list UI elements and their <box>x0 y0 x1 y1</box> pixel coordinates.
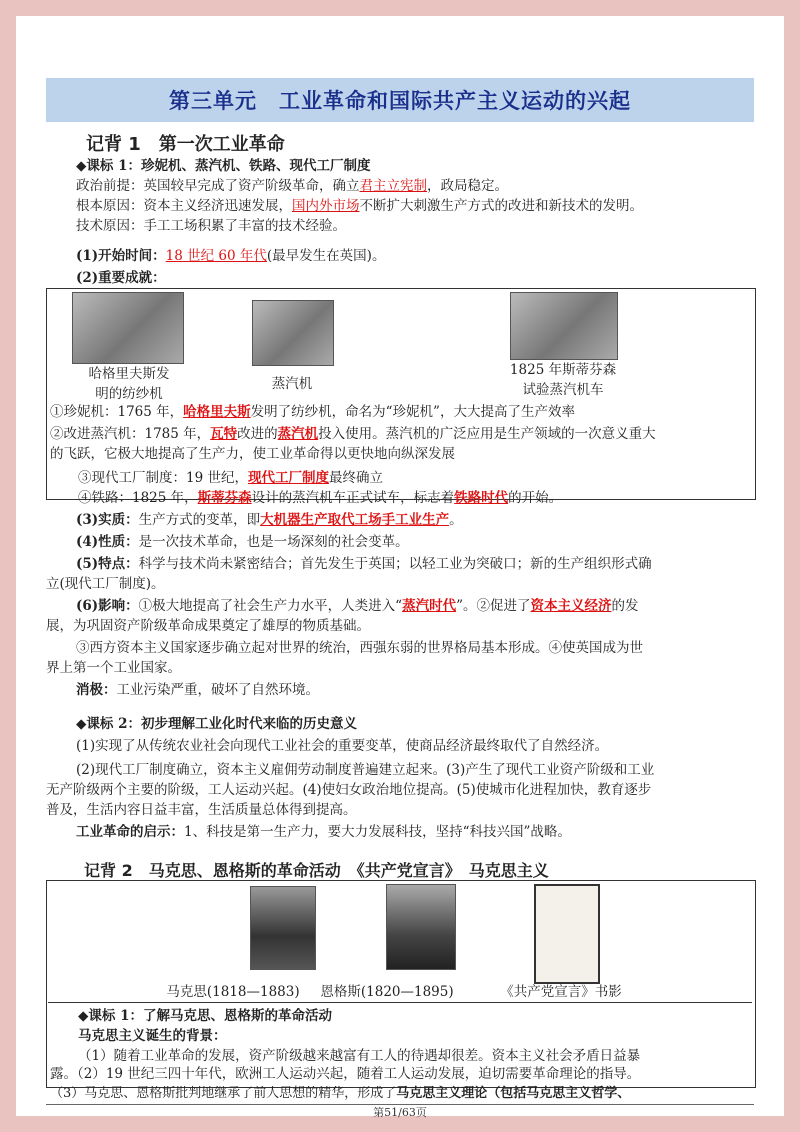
caption-marx: 马克思(1818—1883) <box>166 984 300 1000</box>
background-2: 露。（2）19 世纪三四十年代，欧洲工人运动兴起，随着工人运动发展，迫切需要革命理论的指导。 <box>50 1066 641 1082</box>
caption-manifesto: 《共产党宣言》书影 <box>500 984 622 1000</box>
achievements-label: (2)重要成就： <box>76 270 166 286</box>
highlight-constitutional-monarchy: 君主立宪制 <box>359 178 427 194</box>
spinning-jenny-image <box>72 292 184 364</box>
box-divider <box>48 1002 752 1003</box>
root-cause: 根本原因：资本主义经济迅速发展，国内外市场不断扩大刺激生产方式的改进和新技术的发明。 <box>76 198 643 214</box>
essence: (3)实质：生产方式的变革，即大机器生产取代工场手工业生产。 <box>76 512 463 528</box>
achievement-factory: ③现代工厂制度：19 世纪，现代工厂制度最终确立 <box>78 470 383 486</box>
section1-heading: 记背 1 第一次工业革命 <box>86 134 285 155</box>
political-premise: 政治前提：英国较早完成了资产阶级革命，确立君主立宪制，政局稳定。 <box>76 178 508 194</box>
highlight-market: 国内外市场 <box>292 198 360 214</box>
insight: 工业革命的启示：1、科技是第一生产力，要大力发展科技，坚持“科技兴国”战略。 <box>76 824 571 840</box>
engels-portrait-image <box>386 884 456 970</box>
achievement-jenny: ①珍妮机：1765 年，哈格里夫斯发明了纺纱机，命名为“珍妮机”，大大提高了生产效率 <box>50 404 575 420</box>
caption-locomotive: 1825 年斯蒂芬森 试验蒸汽机车 <box>509 362 617 398</box>
start-time: (1)开始时间：18 世纪 60 年代(最早发生在英国)。 <box>76 248 386 264</box>
achievement-railway: ④铁路：1825 年，斯蒂芬森设计的蒸汽机车正式试车，标志着铁路时代的开始。 <box>78 490 563 506</box>
steam-engine-image <box>252 300 334 366</box>
features-line2: 立(现代工厂制度)。 <box>46 576 165 592</box>
background-label: 马克思主义诞生的背景： <box>78 1028 227 1044</box>
meaning-2: (2)现代工厂制度确立，资本主义雇佣劳动制度普遍建立起来。(3)产生了现代工业资产阶级和工业 <box>76 762 655 778</box>
achievement-steam-line2: 的飞跃，它极大地提高了生产力，使工业革命得以更快地向纵深发展 <box>50 446 455 462</box>
standard2-heading: ◆课标 2：初步理解工业化时代来临的历史意义 <box>76 716 357 732</box>
standard1-heading: ◆课标 1：珍妮机、蒸汽机、铁路、现代工厂制度 <box>76 158 371 174</box>
section2-heading: 记背 2 马克思、恩格斯的革命活动 《共产党宣言》 马克思主义 <box>84 861 549 880</box>
tech-cause: 技术原因：手工工场积累了丰富的技术经验。 <box>76 218 346 234</box>
features: (5)特点：科学与技术尚未紧密结合；首先发生于英国；以轻工业为突破口；新的生产组织形式确 <box>76 556 652 572</box>
influence: (6)影响：①极大地提高了社会生产力水平，人类进入“蒸汽时代”。②促进了资本主义经济的发 <box>76 598 639 614</box>
nature: (4)性质：是一次技术革命，也是一场深刻的社会变革。 <box>76 534 409 550</box>
negative-effect: 消极：工业污染严重，破坏了自然环境。 <box>76 682 319 698</box>
influence-line4: 界上第一个工业国家。 <box>46 660 181 676</box>
page-footer: 第51/63页 <box>373 1106 427 1119</box>
background-3: （3）马克思、恩格斯批判地继承了前人思想的精华，形成了马克思主义理论（包括马克思主义哲学、 <box>50 1086 631 1101</box>
influence-line3: ③西方资本主义国家逐步确立起对世界的统治，西强东弱的世界格局基本形成。④使英国成为世 <box>76 640 643 656</box>
marx-portrait-image <box>250 886 316 970</box>
achievement-steam: ②改进蒸汽机：1785 年，瓦特改进的蒸汽机投入使用。蒸汽机的广泛应用是生产领域的一次意义重大 <box>50 426 656 442</box>
unit-title: 第三单元 工业革命和国际共产主义运动的兴起 <box>46 78 754 122</box>
document-page <box>16 16 784 1119</box>
meaning-3: 无产阶级两个主要的阶级，工人运动兴起。(4)使妇女政治地位提高。(5)使城市化进程加快，教育逐步 <box>46 782 652 798</box>
caption-engels: 恩格斯(1820—1895) <box>320 984 454 1000</box>
influence-line2: 展，为巩固资产阶级革命成果奠定了雄厚的物质基础。 <box>46 618 370 634</box>
caption-steam-engine: 蒸汽机 <box>271 376 313 392</box>
locomotive-image <box>510 292 618 360</box>
caption-jenny: 哈格里夫斯发 明的纺纱机 <box>88 366 170 402</box>
background-1: （1）随着工业革命的发展，资产阶级越来越富有工人的待遇却很差。资本主义社会矛盾日益暴 <box>78 1048 641 1064</box>
meaning-4: 普及，生活内容日益丰富，生活质量总体得到提高。 <box>46 802 357 818</box>
section2-standard1: ◆课标 1：了解马克思、恩格斯的革命活动 <box>78 1008 332 1024</box>
manifesto-image <box>534 884 600 984</box>
meaning-1: (1)实现了从传统农业社会向现代工业社会的重要变革，使商品经济最终取代了自然经济。 <box>76 738 609 754</box>
